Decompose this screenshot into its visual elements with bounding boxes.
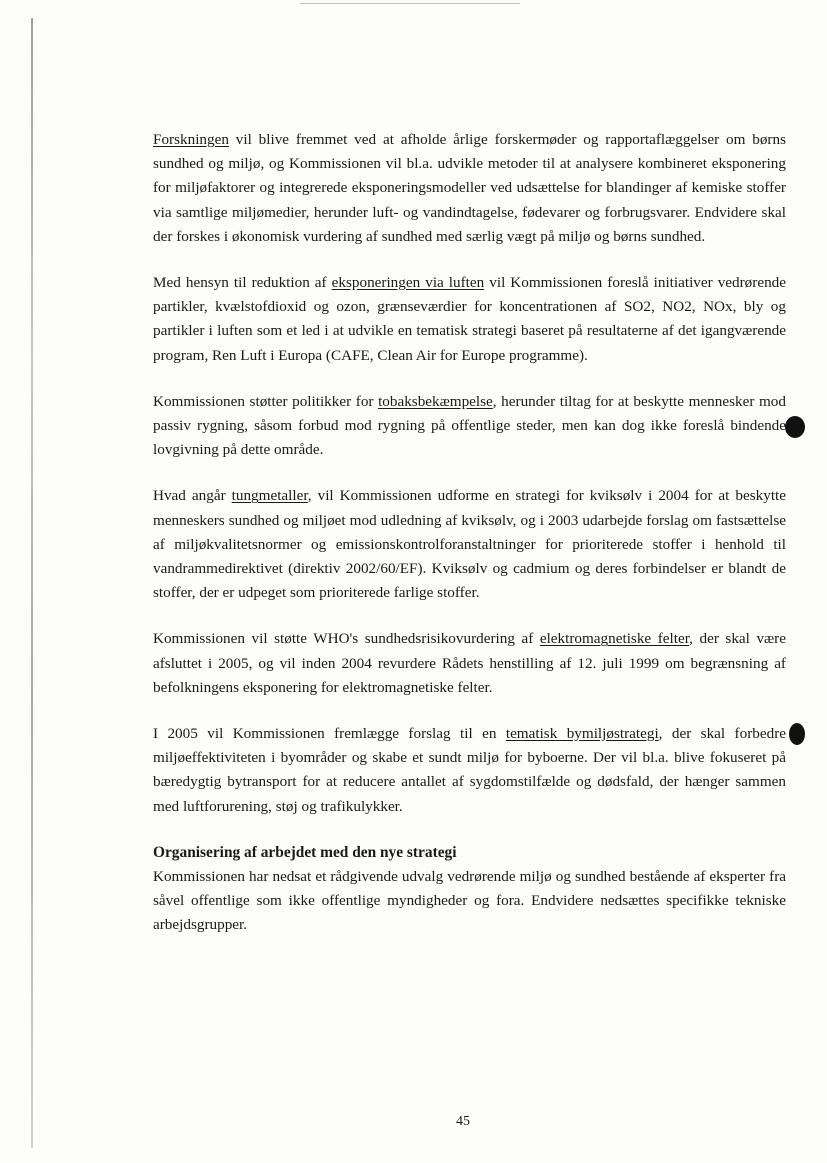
- paragraph-research: Forskningen vil blive fremmet ved at afholde årlige forskermøder og rapportaflæggelser om børns sundhed og miljø, og Kommissionen vil bl.a. udvikle metoder til at analysere kombineret eksponering for miljøfaktorer og integrerede eksponeringsmodeller ved udsættelse for blandinger af kemiske stoffer via samtlige miljømedier, herunder luft- og vandindtagelse, fødevarer og forbrugsvarer. Endvidere skal der forskes i økonomisk vurdering af sundhed med særlig vægt på miljø og børns sundhed.: [153, 131, 786, 245]
- paragraph-organisation: Kommissionen har nedsat et rådgivende udvalg vedrørende miljø og sundhed bestående af eksperter fra såvel offentlige som ikke offentlige myndigheder og fora. Endvidere nedsættes specifikke tekniske arbejdsgrupper.: [153, 868, 786, 934]
- section-heading: Organisering af arbejdet med den nye strategi: [153, 843, 457, 861]
- underlined-term: tematisk bymiljøstrategi: [505, 725, 659, 743]
- document-body: [153, 128, 786, 938]
- scan-edge-line: [31, 18, 33, 1148]
- punch-hole-mark: [789, 723, 805, 745]
- underlined-term: tungmetaller: [231, 487, 308, 505]
- underlined-term: tobaksbekæmpelse: [378, 392, 493, 410]
- paragraph-urban-environment: I 2005 vil Kommissionen fremlægge forslag til en tematisk bymiljøstrategi, der skal forbedre miljøeffektiviteten i byområder og skabe et sundt miljø for byboerne. Der vil bl.a. blive fokuseret på bæredygtig bytransport for at reducere antallet af sygdomstilfælde og dødsfald, der hænger sammen med luftforurening, støj og trafikulykker.: [153, 725, 786, 815]
- paragraph-air-exposure: Med hensyn til reduktion af eksponeringen via luften vil Kommissionen foreslå initiativer vedrørende partikler, kvælstofdioxid og ozon, grænseværdier for koncentrationen af SO2, NO2, NOx, bly og partikler i luften som et led i at udvikle en tematisk strategi baseret på resultaterne af det igangværende program, Ren Luft i Europa (CAFE, Clean Air for Europe programme).: [153, 274, 787, 364]
- page-number: 45: [456, 1114, 470, 1129]
- scan-edge-line-top: [300, 3, 520, 4]
- underlined-term: Forskningen: [153, 131, 229, 148]
- paragraph-electromagnetic: Kommissionen vil støtte WHO's sundhedsrisikovurdering af elektromagnetiske felter, der skal være afsluttet i 2005, og vil inden 2004 revurdere Rådets henstilling af 12. juli 1999 om begrænsning af befolkningens eksponering for elektromagnetiske felter.: [153, 630, 786, 696]
- underlined-term: eksponeringen via luften: [331, 274, 485, 292]
- paragraph-tobacco: Kommissionen støtter politikker for tobaksbekæmpelse, herunder tiltag for at beskytte mennesker mod passiv rygning, såsom forbud mod rygning på offentlige steder, men kan dog ikke foreslå bindende lovgivning på dette område.: [153, 392, 786, 459]
- paragraph-heavy-metals: Hvad angår tungmetaller, vil Kommissionen udforme en strategi for kviksølv i 2004 for at beskytte menneskers sundhed og miljøet mod udledning af kviksølv, og i 2003 udarbejde forslag om fastsættelse af miljøkvalitetsnormer og emissionskontrolforanstaltninger for prioriterede stoffer i henhold til vandrammedirektivet (direktiv 2002/60/EF). Kviksølv og cadmium og deres forbindelser er blandt de stoffer, der er udpeget som prioriterede farlige stoffer.: [153, 487, 787, 602]
- underlined-term: elektromagnetiske felter: [539, 630, 690, 648]
- punch-hole-mark: [785, 416, 805, 438]
